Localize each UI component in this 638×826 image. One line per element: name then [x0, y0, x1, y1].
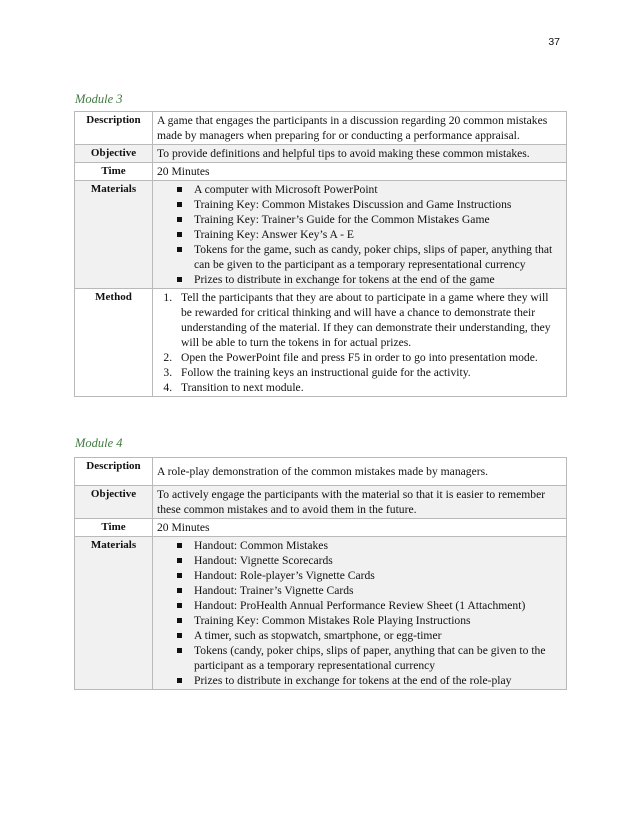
materials-cell — [153, 537, 567, 690]
list-item: Handout: Trainer’s Vignette Cards — [177, 583, 562, 598]
module-3-materials-row — [75, 181, 567, 289]
list-item: Training Key: Answer Key’s A - E — [177, 227, 562, 242]
objective-label: Objective — [75, 486, 153, 519]
list-item: Handout: ProHealth Annual Performance Review Sheet (1 Attachment) — [177, 598, 562, 613]
module-4-materials-row — [75, 537, 567, 690]
description-cell — [153, 458, 567, 486]
list-item: 4. Transition to next module. — [175, 380, 562, 395]
objective-label: Objective — [75, 145, 153, 163]
page-number: 37 — [548, 36, 560, 48]
list-item: Handout: Common Mistakes — [177, 538, 562, 553]
description-text: A game that engages the participants in a discussion regarding 20 common mistakes made by managers when preparing for or conducting a performance appraisal. — [153, 112, 567, 145]
module-3-method-row — [75, 289, 567, 397]
description-label: Description — [75, 458, 153, 486]
module-3-time-row — [75, 163, 567, 181]
list-item: Tokens (candy, poker chips, slips of paper, anything that can be given to the participant as a temporary representational currency — [177, 643, 562, 673]
list-item: 1. Tell the participants that they are about to participate in a game where they will be rewarded for critical thinking and will have a chance to demonstrate their understanding of the material. If they can demonstrate their understanding, they will be able to turn the tokens in for actual prizes. — [175, 290, 562, 350]
list-item: Tokens for the game, such as candy, poker chips, slips of paper, anything that can be given to the participant as a temporary representational currency — [177, 242, 562, 272]
list-item: A computer with Microsoft PowerPoint — [177, 182, 562, 197]
time-text: 20 Minutes — [153, 163, 567, 181]
module-4-time-row — [75, 519, 567, 537]
module-4-heading: Module 4 — [75, 436, 123, 450]
list-item: A timer, such as stopwatch, smartphone, or egg-timer — [177, 628, 562, 643]
module-4-table — [74, 457, 567, 690]
description-text: A role-play demonstration of the common mistakes made by managers. — [157, 465, 488, 478]
materials-label: Materials — [75, 181, 153, 289]
list-item: Handout: Vignette Scorecards — [177, 553, 562, 568]
list-item: 3. Follow the training keys an instructional guide for the activity. — [175, 365, 562, 380]
time-label: Time — [75, 163, 153, 181]
module-3-description-row — [75, 112, 567, 145]
time-text: 20 Minutes — [153, 519, 567, 537]
materials-cell — [153, 181, 567, 289]
module-3-objective-row — [75, 145, 567, 163]
module-4-description-row — [75, 458, 567, 486]
list-item: 2. Open the PowerPoint file and press F5 in order to go into presentation mode. — [175, 350, 562, 365]
module-3-table — [74, 111, 567, 397]
materials-list — [157, 538, 562, 688]
method-cell — [153, 289, 567, 397]
materials-list — [157, 182, 562, 287]
method-list — [157, 290, 562, 395]
method-label: Method — [75, 289, 153, 397]
module-4-objective-row — [75, 486, 567, 519]
list-item: Handout: Role-player’s Vignette Cards — [177, 568, 562, 583]
module-3-heading: Module 3 — [75, 92, 123, 106]
objective-text: To provide definitions and helpful tips to avoid making these common mistakes. — [153, 145, 567, 163]
description-label: Description — [75, 112, 153, 145]
list-item: Prizes to distribute in exchange for tokens at the end of the game — [177, 272, 562, 287]
objective-text: To actively engage the participants with the material so that it is easier to remember these common mistakes and to avoid them in the future. — [153, 486, 567, 519]
list-item: Training Key: Common Mistakes Discussion and Game Instructions — [177, 197, 562, 212]
time-label: Time — [75, 519, 153, 537]
list-item: Training Key: Common Mistakes Role Playing Instructions — [177, 613, 562, 628]
list-item: Prizes to distribute in exchange for tokens at the end of the role-play — [177, 673, 562, 688]
list-item: Training Key: Trainer’s Guide for the Common Mistakes Game — [177, 212, 562, 227]
materials-label: Materials — [75, 537, 153, 690]
